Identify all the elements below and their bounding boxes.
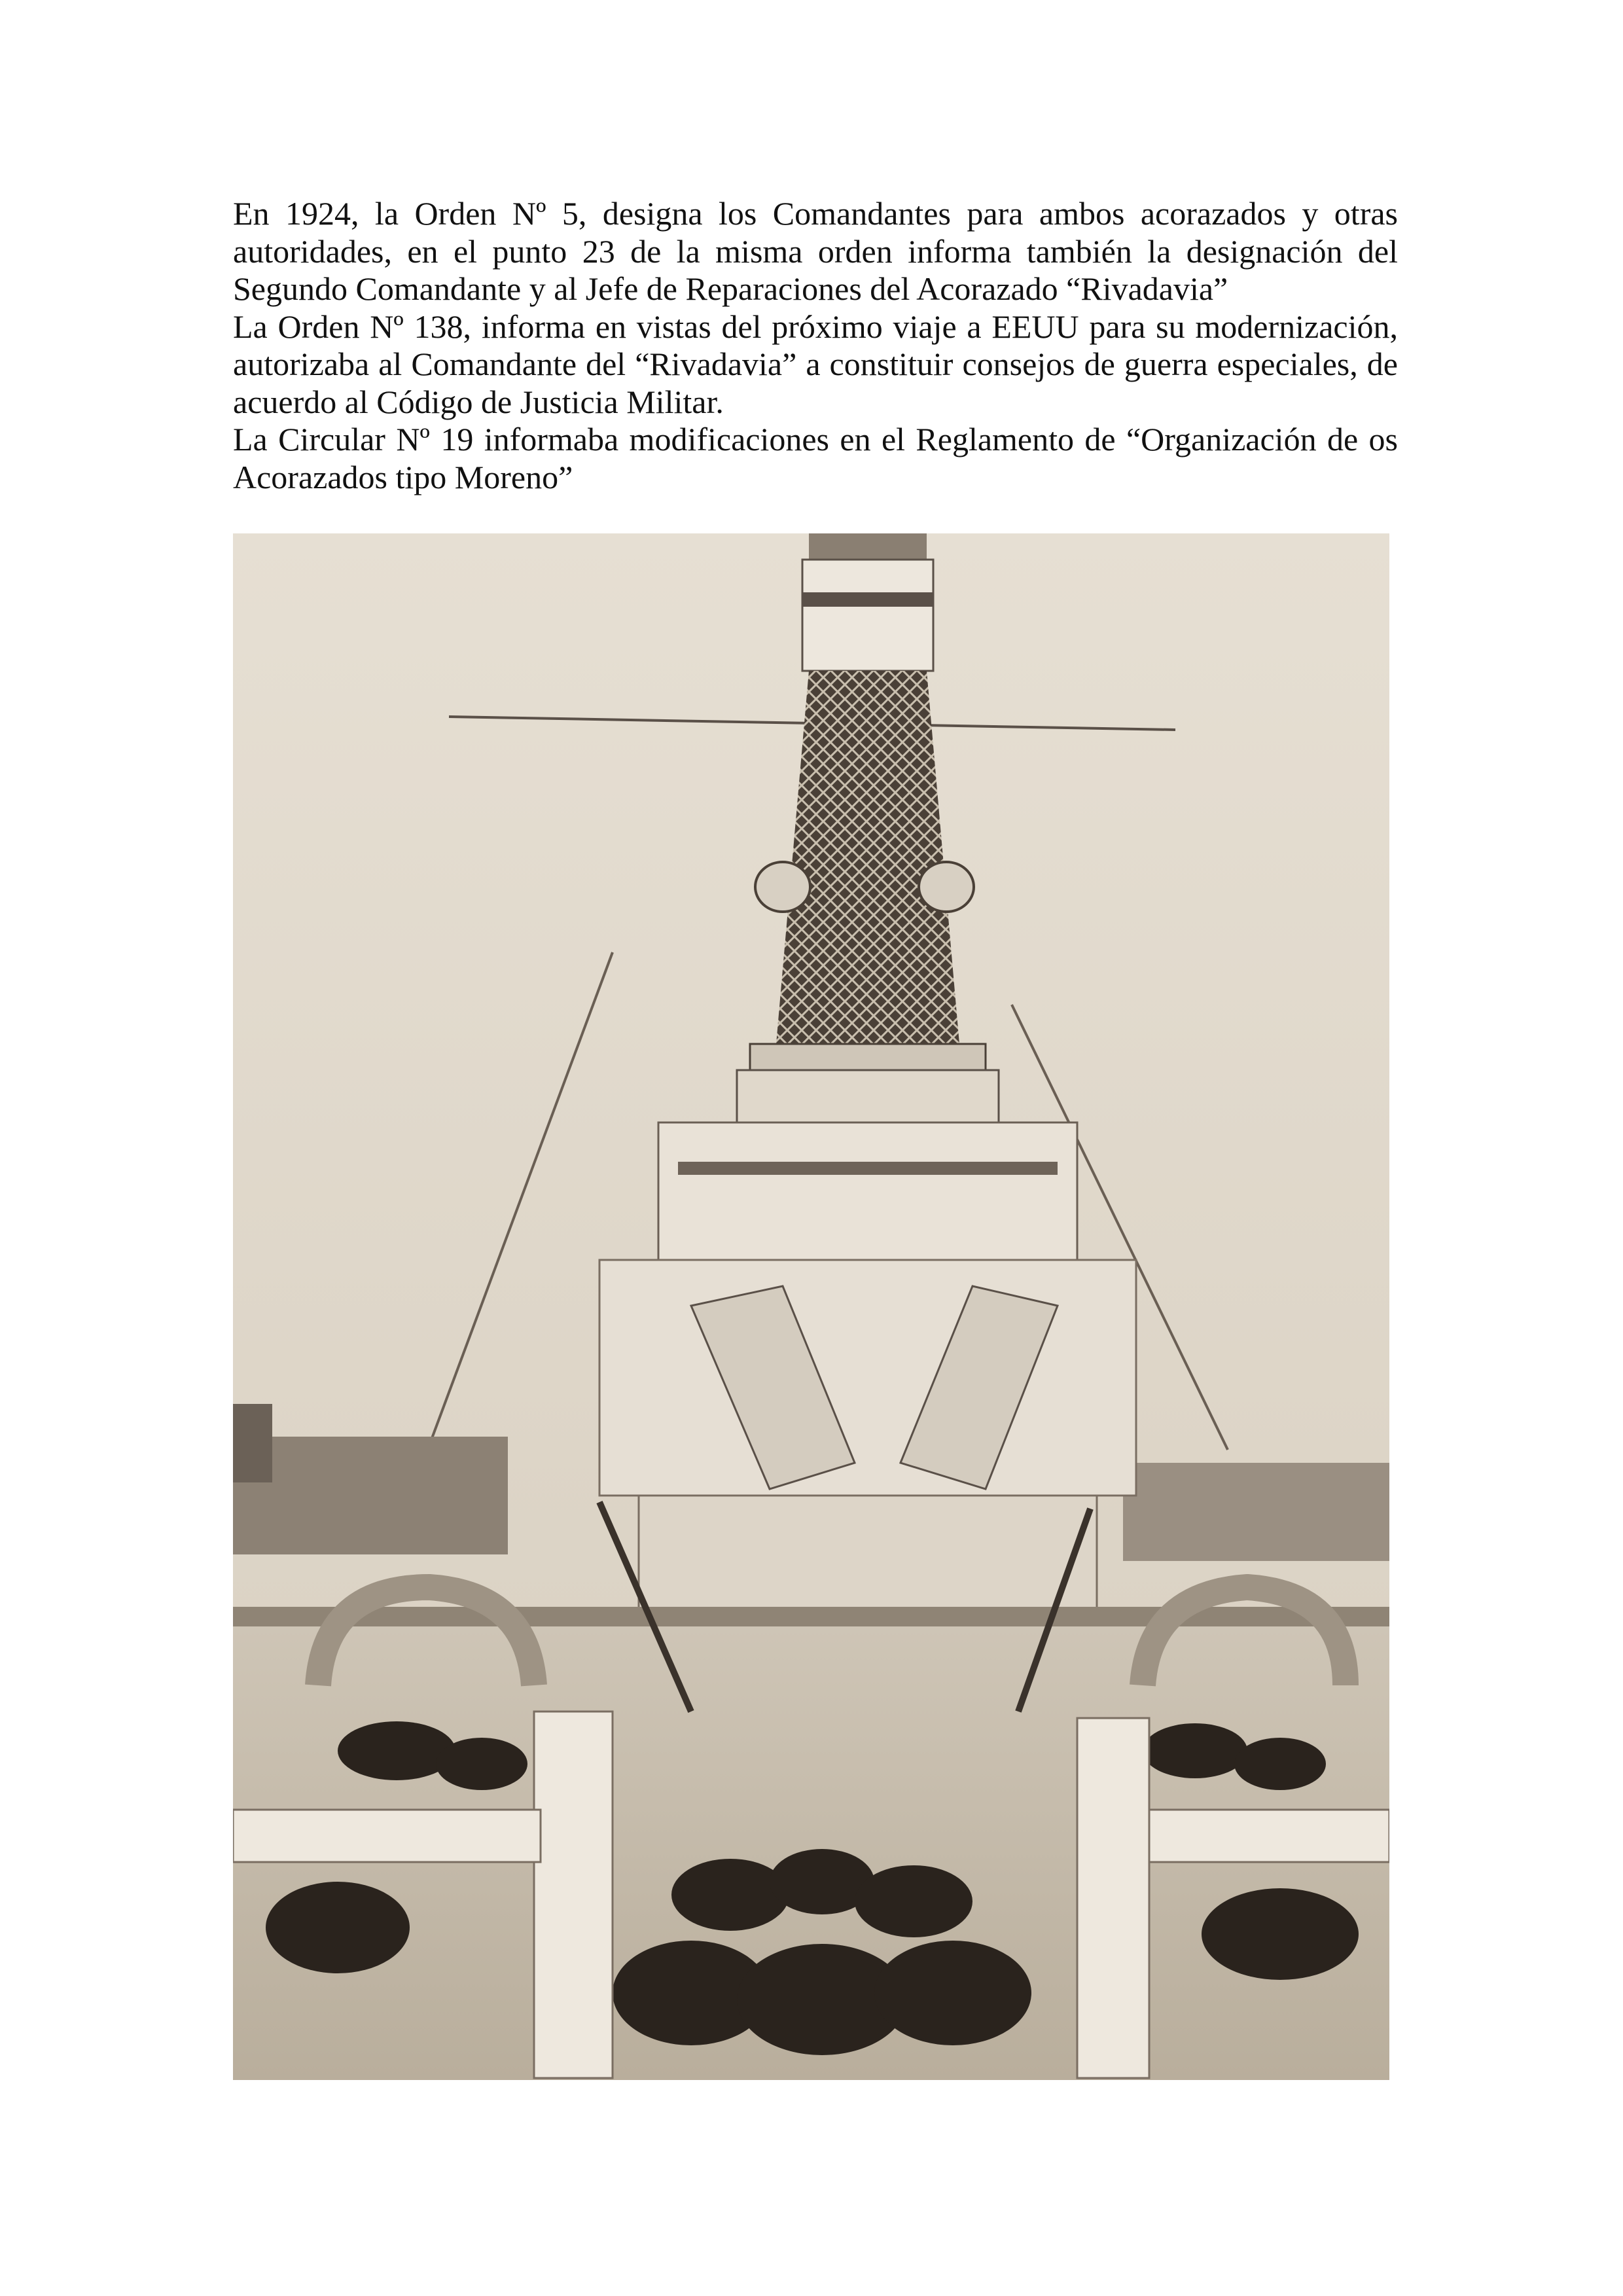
- paragraph-orden-138: La Orden Nº 138, informa en vistas del próximo viaje a EEUU para su modernización, autorizaba al Comandante del “Rivadavia” a constituir consejos de guerra especiales, de acuerdo al Código de Justicia Militar.: [233, 308, 1398, 420]
- battleship-deck-image: [233, 533, 1389, 2080]
- paragraph-orden-5: En 1924, la Orden Nº 5, designa los Comandantes para ambos acorazados y otras autoridades, en el punto 23 de la misma orden informa también la designación del Segundo Comandante y al Jefe de Reparaciones del Acorazado “Rivadavia”: [233, 195, 1398, 307]
- body-text: [233, 195, 1398, 496]
- battleship-photograph: [233, 533, 1389, 2080]
- paragraph-circular-19: La Circular Nº 19 informaba modificaciones en el Reglamento de “Organización de os Acorazados tipo Moreno”: [233, 421, 1398, 495]
